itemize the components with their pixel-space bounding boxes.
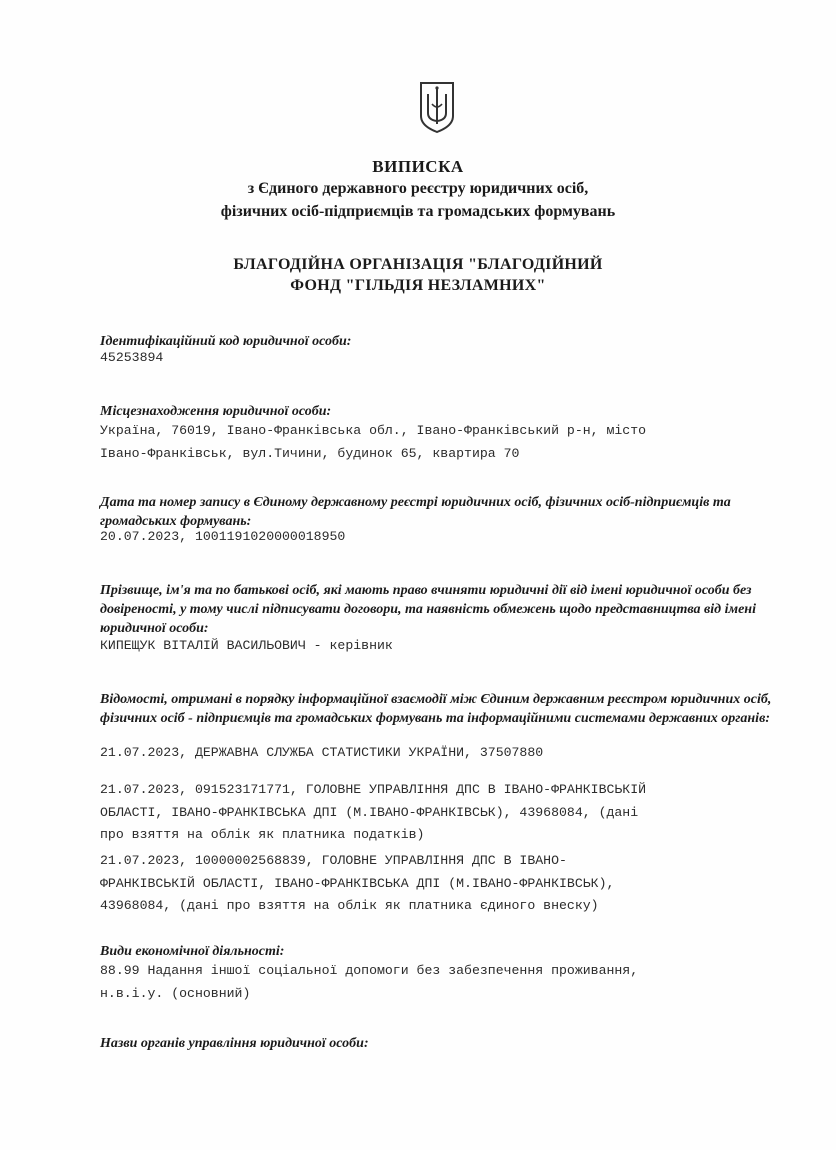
registration-label: Дата та номер запису в Єдиному державному реєстрі юридичних осіб, фізичних осіб-підприємців та громадських формувань: <box>100 495 731 529</box>
location-value: Україна, 76019, Івано-Франківська обл., Івано-Франківський р-н, місто Івано-Франківськ, вул.Тичини, будинок 65, квартира 70 <box>100 423 647 461</box>
interaction-entry-2: 21.07.2023, 091523171771, ГОЛОВНЕ УПРАВЛІННЯ ДПС В ІВАНО-ФРАНКІВСЬКІЙ ОБЛАСТІ, ІВАНО-ФРАНКІВСЬКА ДПІ (М.ІВАНО-ФРАНКІВСЬК), 43968084, (дані про взяття на облік як платника податків) <box>100 782 647 842</box>
activities-label: Види економічної діяльності: <box>100 944 285 959</box>
governance-label: Назви органів управління юридичної особи: <box>100 1036 369 1051</box>
registration-value: 20.07.2023, 1001191020000018950 <box>100 529 346 544</box>
document-subtitle-line-2: фізичних осіб-підприємців та громадських формувань <box>220 203 616 220</box>
activities-value: 88.99 Надання іншої соціальної допомоги без забезпечення проживання, н.в.і.у. (основний) <box>100 963 639 1001</box>
interaction-label: Відомості, отримані в порядку інформаційної взаємодії між Єдиним державним реєстром юридичних осіб, фізичних осіб - підприємців та громадських формувань та інформаційними системами державних органів: <box>100 692 772 726</box>
organization-name-line-2: ФОНД "ГІЛЬДІЯ НЕЗЛАМНИХ" <box>290 277 546 294</box>
interaction-entry-3: 21.07.2023, 10000002568839, ГОЛОВНЕ УПРАВЛІННЯ ДПС В ІВАНО- ФРАНКІВСЬКІЙ ОБЛАСТІ, ІВАНО-ФРАНКІВСЬКА ДПІ (М.ІВАНО-ФРАНКІВСЬК), 43968084, (дані про взяття на облік як платника єдиного внеску) <box>100 853 615 913</box>
trident-emblem-icon <box>417 80 457 134</box>
id-code-value: 45253894 <box>100 350 164 365</box>
representatives-label: Прізвище, ім'я та по батькові осіб, які мають право вчиняти юридичні дії від імені юридичної особи без довіреності, у тому числі підписувати договори, та наявність обмежень щодо представництва від імені юридичної особи: <box>100 583 756 636</box>
id-code-label: Ідентифікаційний код юридичної особи: <box>100 334 352 349</box>
organization-name-line-1: БЛАГОДІЙНА ОРГАНІЗАЦІЯ "БЛАГОДІЙНИЙ <box>233 256 603 273</box>
document-title: ВИПИСКА <box>372 157 464 176</box>
location-label: Місцезнаходження юридичної особи: <box>100 404 332 419</box>
interaction-entry-1: 21.07.2023, ДЕРЖАВНА СЛУЖБА СТАТИСТИКИ УКРАЇНИ, 37507880 <box>100 745 544 760</box>
representatives-value: КИПЕЩУК ВІТАЛІЙ ВАСИЛЬОВИЧ - керівник <box>100 638 393 653</box>
document-subtitle-line-1: з Єдиного державного реєстру юридичних осіб, <box>247 180 589 197</box>
